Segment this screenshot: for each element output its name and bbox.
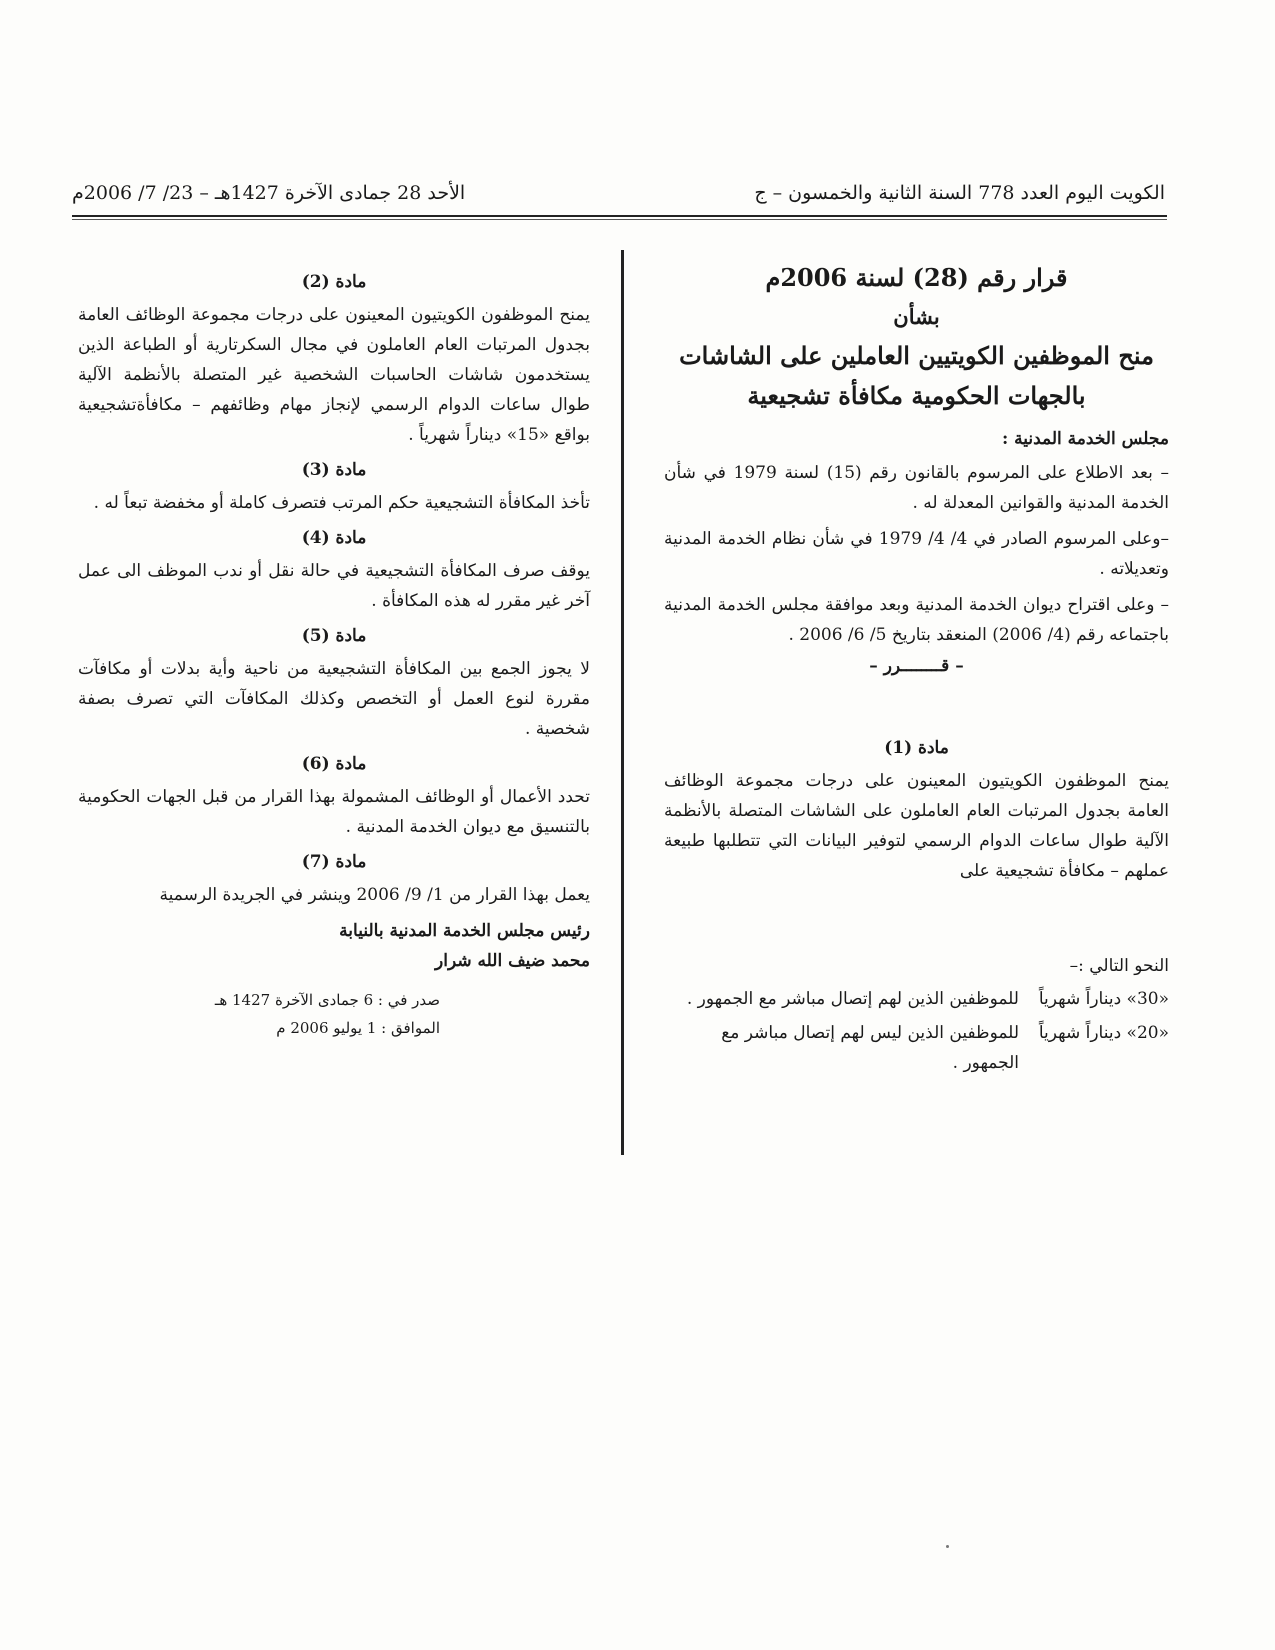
article-text: يمنح الموظفون الكويتيون المعينون على درجات مجموعة الوظائف العامة بجدول المرتبات العام العاملون في مجال السكرتارية أو الطباعة الذين يستخدمون شاشات الحاسبات الشخصية غير المتصلة بالأنظمة الآلية طوال ساعات الدوام الرسمي لإنجاز مهام وظائفهم – مكافأةتشجيعية بواقع «15» ديناراً شهرياً . [78, 305, 590, 445]
decree-subject-line1: منح الموظفين الكويتيين العاملين على الشاشات [679, 341, 1154, 370]
signatory-title: رئيس مجلس الخدمة المدنية بالنيابة [339, 921, 590, 941]
article-heading: مادة (6) [301, 754, 367, 774]
bonus-row [664, 1018, 1169, 1078]
article-heading: مادة (7) [301, 852, 367, 872]
article-heading: مادة (2) [301, 272, 367, 292]
scan-speck [946, 1545, 949, 1548]
bonus-description: للموظفين الذين لهم إتصال مباشر مع الجمهور . [686, 989, 1019, 1009]
bonus-intro: النحو التالي :– [1069, 956, 1169, 976]
column-divider [621, 250, 624, 1155]
article-text: يوقف صرف المكافأة التشجيعية في حالة نقل أو ندب الموظف الى عمل آخر غير مقرر له هذه المكافأة . [78, 561, 590, 611]
bonus-description: للموظفين الذين ليس لهم إتصال مباشر مع الجمهور . [721, 1023, 1019, 1073]
council-heading: مجلس الخدمة المدنية : [1001, 429, 1169, 449]
header-rule [72, 215, 1167, 217]
article-heading: مادة (3) [301, 460, 367, 480]
decree-title: قرار رقم (28) لسنة 2006م [765, 263, 1068, 292]
left-column [78, 262, 590, 1042]
header-date: الأحد 28 جمادى الآخرة 1427هـ – 23/ 7/ 2006م [72, 182, 466, 204]
preamble-item: –وعلى المرسوم الصادر في 4/ 4/ 1979 في شأن نظام الخدمة المدنية وتعديلاته . [664, 529, 1169, 579]
preamble-item: – وعلى اقتراح ديوان الخدمة المدنية وبعد موافقة مجلس الخدمة المدنية باجتماعه رقم (4/ 2006) المنعقد بتاريخ 5/ 6/ 2006 . [664, 595, 1169, 645]
article-heading: مادة (1) [884, 738, 949, 758]
bonus-amount: «30» ديناراً شهرياً [1038, 989, 1169, 1009]
issued-date: صدر في : 6 جمادى الآخرة 1427 هـ [214, 991, 440, 1009]
decree-subject-label: بشأن [893, 304, 940, 329]
bonus-row [664, 984, 1169, 1014]
preamble-item: – بعد الاطلاع على المرسوم بالقانون رقم (15) لسنة 1979 في شأن الخدمة المدنية والقوانين المعدلة له . [664, 463, 1170, 513]
right-column [664, 258, 1169, 1078]
article-text: لا يجوز الجمع بين المكافأة التشجيعية من ناحية وأية بدلات أو مكافآت مقررة لنوع العمل أو التخصص وكذلك المكافآت التي تصرف بصفة شخصية . [78, 659, 590, 739]
bonus-amount: «20» ديناراً شهرياً [1038, 1023, 1169, 1043]
signatory-name: محمد ضيف الله شرار [435, 951, 590, 971]
article-heading: مادة (4) [301, 528, 367, 548]
article-heading: مادة (5) [301, 626, 367, 646]
article-text: تحدد الأعمال أو الوظائف المشمولة بهذا القرار من قبل الجهات الحكومية بالتنسيق مع ديوان الخدمة المدنية . [78, 787, 590, 837]
header-issue-info: الكويت اليوم العدد 778 السنة الثانية والخمسون – ج [754, 182, 1165, 204]
article-text: يعمل بهذا القرار من 1/ 9/ 2006 وينشر في الجريدة الرسمية [159, 885, 590, 905]
header-rule-thin [72, 219, 1167, 220]
article-text: يمنح الموظفون الكويتيون المعينون على درجات مجموعة الوظائف العامة بجدول المرتبات العام العاملون على الشاشات المتصلة بالأنظمة الآلية طوال ساعات الدوام الرسمي لتوفير البيانات التي تتطلبها طبيعة عملهم – مكافأة تشجيعية على [664, 771, 1169, 881]
corresponding-date: الموافق : 1 يوليو 2006 م [276, 1019, 440, 1037]
decree-subject-line2: بالجهات الحكومية مكافأة تشجيعية [747, 381, 1086, 410]
decides-heading: – قــــــــرر – [869, 656, 964, 676]
article-text: تأخذ المكافأة التشجيعية حكم المرتب فتصرف كاملة أو مخفضة تبعاً له . [93, 493, 590, 513]
